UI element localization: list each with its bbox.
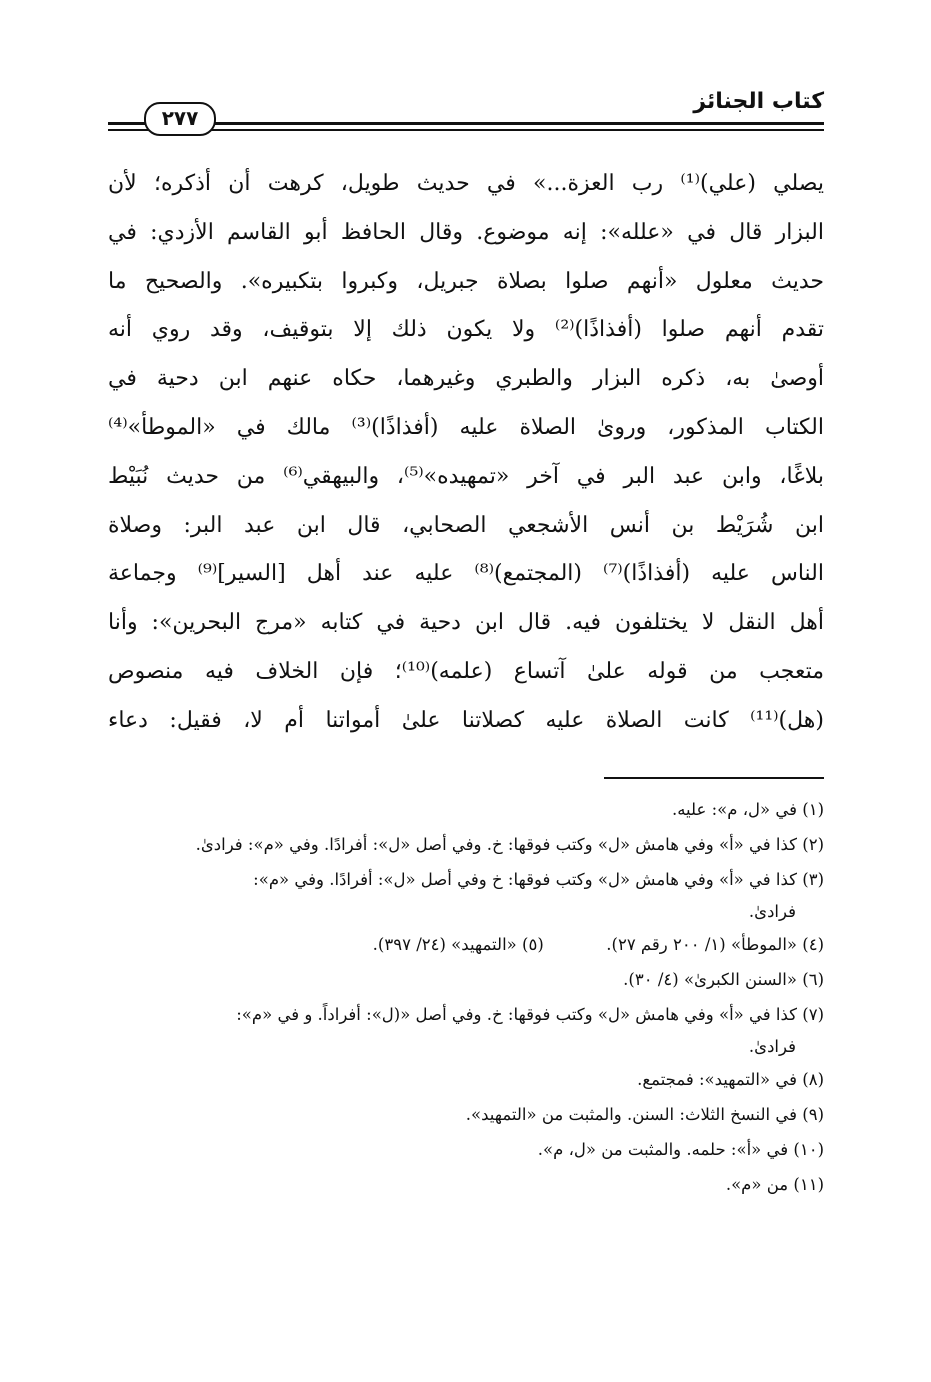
footnote-1: (١) في «ل، م»: عليه. <box>671 800 824 819</box>
header-rule-thin <box>108 129 824 131</box>
footnote-row-4-5 <box>108 927 824 962</box>
text-line: يصلي (علي)⁽¹⁾ رب العزة...» في حديث طويل، كرهت أن أذكره؛ لأن <box>108 171 824 196</box>
text-line: بلاغًا، وابن عبد البر في آخر «تمهيده»⁽⁵⁾، والبيهقي⁽⁶⁾ من حديث نُبَيْط <box>108 463 824 489</box>
footnote-11: (١١) من «م». <box>725 1175 824 1194</box>
footnote-9: (٩) في النسخ الثلاث: السنن. والمثبت من «التمهيد». <box>465 1105 824 1124</box>
page-header <box>108 86 824 142</box>
main-text <box>108 160 824 746</box>
text-line: حديث معلول «أنهم صلوا بصلاة جبريل، وكبروا بتكبيره». والصحيح ما <box>108 268 824 294</box>
text-line: تقدم أنهم صلوا (أفذاذًا)⁽²⁾ ولا يكون ذلك إلا بتوقيف، وقد روي أنه <box>108 317 824 343</box>
footnote-separator <box>604 777 824 779</box>
text-line: ابن شُرَيْط بن أنس الأشجعي الصحابي، قال ابن عبد البر: وصلاة <box>108 512 824 538</box>
page-number-badge: ٢٧٧ <box>144 102 216 136</box>
footnote-8: (٨) في «التمهيد»: فمجتمع. <box>637 1070 824 1089</box>
text-line: الناس عليه (أفذاذًا)⁽⁷⁾ (المجتمع)⁽⁸⁾ عليه عند أهل [السير]⁽⁹⁾ وجماعة <box>108 561 824 587</box>
text-line: الكتاب المذكور، ورویٰ الصلاة عليه (أفذاذًا)⁽³⁾ مالك في «الموطأ»⁽⁴⁾ <box>108 414 824 440</box>
footnote-7: (٧) كذا في «أ» وفي هامش «ل» وكتب فوقها: خ. وفي أصل «(ل»: أفراداً. و في «م»: <box>236 1005 824 1024</box>
footnote-2: (٢) كذا في «أ» وفي هامش «ل» وكتب فوقها: خ. وفي أصل «ل»: أفرادًا. وفي «م»: فرادىٰ. <box>195 835 824 854</box>
footnote-3: (٣) كذا في «أ» وفي هامش «ل» وكتب فوقها: خ وفي أصل «ل»: أفرادًا. وفي «م»: <box>253 870 824 889</box>
footnotes <box>108 792 824 1202</box>
footnote-7-continuation: فرادىٰ. <box>748 1037 796 1056</box>
text-line: أهل النقل لا يختلفون فيه. قال ابن دحية في كتابه «مرج البحرين»: وأنا <box>108 610 824 636</box>
footnote-10: (١٠) في «أ»: حلمه. والمثبت من «ل، م». <box>537 1140 824 1159</box>
footnote-4: (٤) «الموطأ» (١/ ٢٠٠ رقم ٢٧). <box>606 935 824 954</box>
chapter-title: كتاب الجنائز <box>693 89 824 114</box>
text-line: (هل)⁽¹¹⁾ كانت الصلاة عليه كصلاتنا علىٰ أمواتنا أم لا، فقيل: دعاء <box>108 707 824 733</box>
text-line: متعجب من قوله علىٰ آتساع (علمه)⁽¹⁰⁾؛ فإن الخلاف فيه منصوص <box>108 658 824 684</box>
footnote-6: (٦) «السنن الكبرىٰ» (٤/ ٣٠). <box>623 970 824 989</box>
footnote-3-continuation: فرادىٰ. <box>748 902 796 921</box>
text-line: البزار قال في «علله»: إنه موضوع. وقال الحافظ أبو القاسم الأزدي: في <box>108 219 824 245</box>
text-line: أوصىٰ به، ذكره البزار والطبري وغيرهما، حكاه عنهم ابن دحية في <box>108 366 824 392</box>
footnote-5: (٥) «التمهيد» (٢٤/ ٣٩٧). <box>372 935 544 954</box>
